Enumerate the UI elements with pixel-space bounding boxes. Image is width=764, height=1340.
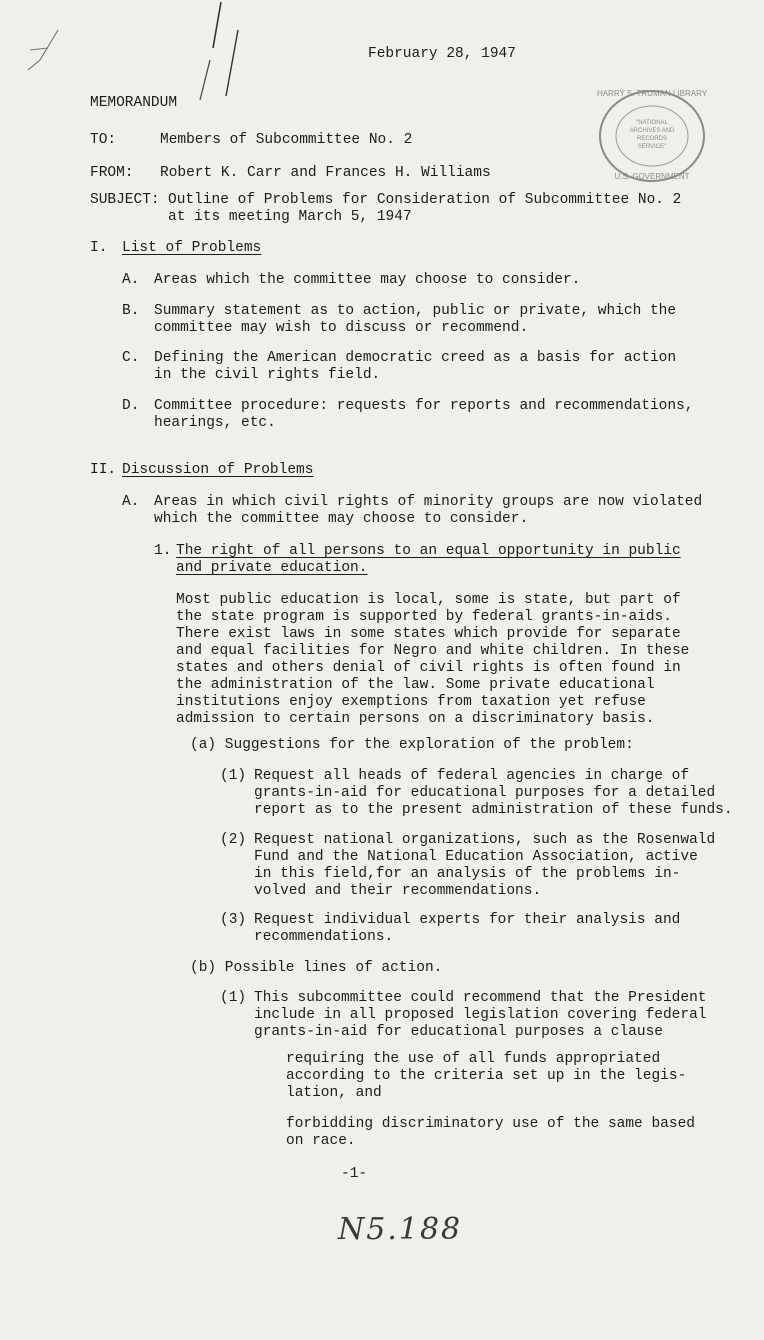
section-2-item-a-text: Areas in which civil rights of minority groups are now violated which the committee may choose to consider. [154, 494, 703, 527]
section-1-item-a-label: A. [122, 272, 140, 288]
section-1-item-c-label: C. [122, 350, 140, 366]
section-1-item-a-text: Areas which the committee may choose to consider. [154, 272, 581, 288]
handwritten-reference: N5.188 [338, 1212, 463, 1247]
page-number: -1- [341, 1166, 368, 1182]
sub-a-item-1-text: Request all heads of federal agencies in charge of grants-in-aid for educational purposes for a detailed report as to the present administration of these funds. [254, 768, 733, 818]
memo-date: February 28, 1947 [368, 46, 516, 62]
section-1-item-d-label: D. [122, 398, 140, 414]
sub-b-item-1-label: (1) [220, 990, 247, 1006]
sub-a-heading: (a) Suggestions for the exploration of the problem: [190, 737, 634, 753]
svg-text:RECORDS: RECORDS [636, 136, 668, 142]
section-1-title: List of Problems [122, 240, 262, 256]
sub-b-item-1-text: This subcommittee could recommend that the President include in all proposed legislation covering federal grants-in-aid for educational purposes a clause [254, 990, 707, 1040]
svg-text:HARRY S. TRUMAN LIBRARY: HARRY S. TRUMAN LIBRARY [596, 89, 708, 98]
education-paragraph: Most public education is local, some is state, but part of the state program is supported by federal grants-in-aids. There exist laws in some states which provide for separate and equal facilities for Negro and white children. In these states and others denial of civil rights is often found in the administration of the law. Some private educational institutions enjoy exemptions from taxation yet refuse admission to certain persons on a discriminatory basis. [176, 592, 690, 727]
subject-label: SUBJECT: [90, 192, 160, 208]
svg-text:ARCHIVES AND: ARCHIVES AND [629, 128, 675, 134]
sub-a-item-2-label: (2) [220, 832, 247, 848]
section-1-item-b-label: B. [122, 303, 140, 319]
section-1-item-b-text: Summary statement as to action, public or private, which the committee may wish to discuss or recommend. [154, 303, 677, 336]
svg-text:U.S. GOVERNMENT: U.S. GOVERNMENT [614, 172, 690, 181]
to-value: Members of Subcommittee No. 2 [160, 132, 413, 148]
section-2-item-a-label: A. [122, 494, 140, 510]
section-1-number: I. [90, 240, 108, 256]
from-label: FROM: [90, 165, 134, 181]
svg-text:"NATIONAL: "NATIONAL [636, 120, 668, 126]
sub-a-item-3-label: (3) [220, 912, 247, 928]
clause-requiring-funds: requiring the use of all funds appropriated according to the criteria set up in the legis- lation, and [286, 1051, 687, 1101]
sub-a-item-1-label: (1) [220, 768, 247, 784]
section-2-title: Discussion of Problems [122, 462, 314, 478]
sub-b-heading: (b) Possible lines of action. [190, 960, 443, 976]
from-value: Robert K. Carr and Frances H. Williams [160, 165, 491, 181]
to-label: TO: [90, 132, 117, 148]
memo-label: MEMORANDUM [90, 95, 178, 111]
section-2-number: II. [90, 462, 117, 478]
clause-forbidding-discrimination: forbidding discriminatory use of the same based on race. [286, 1116, 695, 1149]
section-1-item-c-text: Defining the American democratic creed as a basis for action in the civil rights field. [154, 350, 677, 383]
svg-text:SERVICE": SERVICE" [637, 144, 667, 150]
item-1-title: The right of all persons to an equal opportunity in public and private education. [176, 543, 681, 576]
subject-value: Outline of Problems for Consideration of Subcommittee No. 2 at its meeting March 5, 1947 [168, 192, 682, 225]
section-1-item-d-text: Committee procedure: requests for reports and recommendations, hearings, etc. [154, 398, 694, 431]
item-1-number: 1. [154, 543, 172, 559]
sub-a-item-3-text: Request individual experts for their analysis and recommendations. [254, 912, 681, 945]
sub-a-item-2-text: Request national organizations, such as the Rosenwald Fund and the National Education Association, active in this field,for an analysis of the problems in- volved and their recommendations. [254, 832, 716, 899]
archive-stamp [594, 86, 710, 186]
